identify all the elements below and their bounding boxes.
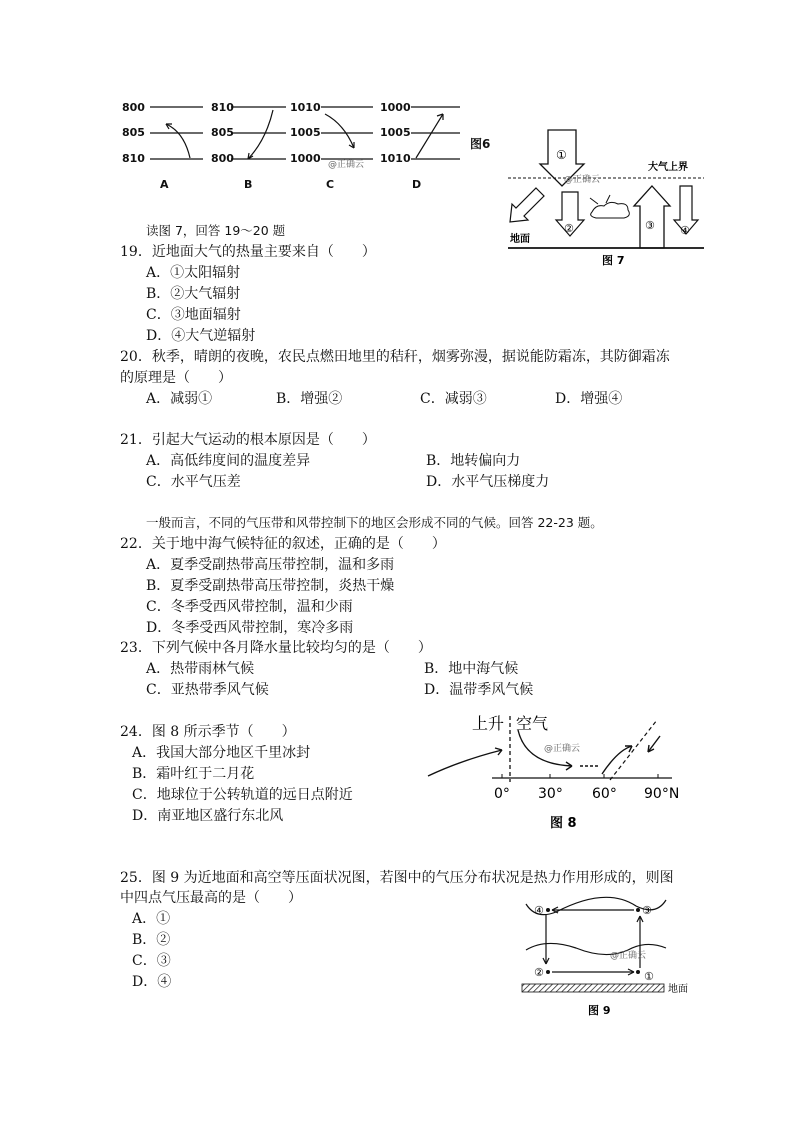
fig6-d-letter: D	[412, 178, 422, 191]
figure-9-diagram	[516, 890, 700, 1020]
fig9-caption: 图 9	[588, 1004, 611, 1017]
q21-option-d[interactable]: D．水平气压梯度力	[426, 474, 550, 490]
q22-option-b[interactable]: B．夏季受副热带高压带控制，炎热干燥	[146, 578, 395, 594]
q23-option-c[interactable]: C．亚热带季风气候	[146, 682, 269, 698]
fig6-b-label-bot: 800	[211, 152, 234, 165]
q19-option-b[interactable]: B．②大气辐射	[146, 286, 241, 302]
fig8-label-air: 空气	[516, 714, 549, 733]
q24-stem: 24．图 8 所示季节（ ）	[120, 724, 296, 740]
fig6-c-label-top: 1010	[290, 101, 321, 114]
fig6-a-letter: A	[160, 178, 169, 191]
fig8-tick-0: 0°	[494, 786, 510, 802]
q24-option-d[interactable]: D．南亚地区盛行东北风	[132, 808, 284, 824]
q23-option-d[interactable]: D．温带季风气候	[424, 682, 534, 698]
fig7-ground-label: 地面	[510, 234, 530, 245]
fig9-ground-label: 地面	[668, 984, 688, 995]
fig7-arrow-2-label: ②	[564, 222, 574, 235]
q21-stem: 21．引起大气运动的根本原因是（ ）	[120, 432, 376, 448]
q25-option-c[interactable]: C．③	[132, 953, 171, 969]
q25-option-b[interactable]: B．②	[132, 932, 171, 948]
q23-option-b[interactable]: B．地中海气候	[424, 661, 519, 677]
q24-option-c[interactable]: C．地球位于公转轨道的远日点附近	[132, 787, 353, 803]
fig6-a-label-bot: 810	[122, 152, 145, 165]
fig8-tick-30: 30°	[538, 786, 563, 802]
fig9-watermark: @正确云	[610, 951, 647, 961]
fig8-watermark: @正确云	[544, 744, 581, 754]
fig6-b-label-mid: 805	[211, 126, 234, 139]
q22-option-d[interactable]: D．冬季受西风带控制，寒冷多雨	[146, 620, 354, 636]
q24-option-b[interactable]: B．霜叶红于二月花	[132, 766, 255, 782]
fig7-arrow-4-label: ④	[680, 224, 690, 237]
fig7-upper-boundary: 大气上界	[648, 162, 688, 173]
fig6-c-label-mid: 1005	[290, 126, 321, 139]
fig8-tick-90n: 90°N	[644, 786, 680, 802]
figure-9	[516, 890, 700, 1020]
q20-option-b[interactable]: B．增强②	[276, 391, 343, 407]
q19-option-c[interactable]: C．③地面辐射	[146, 307, 241, 323]
q19-option-d[interactable]: D．④大气逆辐射	[146, 328, 256, 344]
fig8-label-up: 上升	[472, 714, 505, 733]
fig6-a-label-mid: 805	[122, 126, 145, 139]
fig7-arrow-1-label: ①	[556, 148, 567, 162]
q24-option-a[interactable]: A．我国大部分地区千里冰封	[132, 745, 311, 761]
q23-stem: 23．下列气候中各月降水量比较均匀的是（ ）	[120, 640, 432, 656]
q21-option-c[interactable]: C．水平气压差	[146, 474, 241, 490]
q25-option-a[interactable]: A．①	[132, 911, 171, 927]
q25-stem-line2: 中四点气压最高的是（ ）	[120, 890, 302, 906]
fig7-watermark: @正确云	[564, 175, 601, 185]
fig6-caption: 图6	[470, 137, 491, 151]
fig6-b-label-top: 810	[211, 101, 234, 114]
figure-8-diagram	[422, 706, 692, 832]
q21-option-b[interactable]: B．地转偏向力	[426, 453, 521, 469]
figure-8	[422, 706, 692, 832]
fig9-point-4: ④	[534, 904, 544, 917]
fig9-point-1: ①	[644, 970, 654, 983]
figure-7	[506, 128, 706, 268]
fig8-caption: 图 8	[550, 816, 577, 831]
q25-option-d[interactable]: D．④	[132, 974, 172, 990]
fig6-d-label-bot: 1010	[380, 152, 411, 165]
figure-6-diagram	[118, 96, 508, 196]
fig9-point-2: ②	[534, 966, 544, 979]
q22-option-a[interactable]: A．夏季受副热带高压带控制，温和多雨	[146, 557, 395, 573]
q22-stem: 22．关于地中海气候特征的叙述，正确的是（ ）	[120, 536, 446, 552]
intro-22-23: 一般而言，不同的气压带和风带控制下的地区会形成不同的气候。回答 22-23 题。	[146, 515, 603, 530]
fig6-b-letter: B	[244, 178, 253, 191]
q20-option-a[interactable]: A．减弱①	[146, 391, 213, 407]
q19-option-a[interactable]: A．①太阳辐射	[146, 265, 241, 281]
fig7-caption: 图 7	[602, 254, 625, 267]
fig6-d-label-mid: 1005	[380, 126, 411, 139]
fig6-c-label-bot: 1000	[290, 152, 321, 165]
figure-6	[118, 96, 508, 196]
fig7-arrow-3-label: ③	[645, 219, 655, 232]
fig6-c-letter: C	[326, 178, 335, 191]
fig6-watermark: @正确云	[328, 160, 365, 170]
fig8-tick-60: 60°	[592, 786, 617, 802]
q20-option-c[interactable]: C．减弱③	[420, 391, 487, 407]
q20-option-d[interactable]: D．增强④	[555, 391, 623, 407]
fig6-d-label-top: 1000	[380, 101, 411, 114]
figure-7-diagram	[506, 128, 706, 268]
q20-stem-line2: 的原理是（ ）	[120, 370, 232, 386]
fig9-point-3: ③	[642, 904, 652, 917]
q21-option-a[interactable]: A．高低纬度间的温度差异	[146, 453, 311, 469]
q23-option-a[interactable]: A．热带雨林气候	[146, 661, 255, 677]
q25-stem-line1: 25．图 9 为近地面和高空等压面状况图，若图中的气压分布状况是热力作用形成的，则图	[120, 870, 674, 886]
q19-stem: 19．近地面大气的热量主要来自（ ）	[120, 244, 376, 260]
intro-19-20: 读图 7，回答 19～20 题	[146, 223, 286, 238]
fig6-a-label-top: 800	[122, 101, 145, 114]
q20-stem-line1: 20．秋季，晴朗的夜晚，农民点燃田地里的秸秆，烟雾弥漫，据说能防霜冻，其防御霜冻	[120, 349, 670, 365]
q22-option-c[interactable]: C．冬季受西风带控制，温和少雨	[146, 599, 353, 615]
